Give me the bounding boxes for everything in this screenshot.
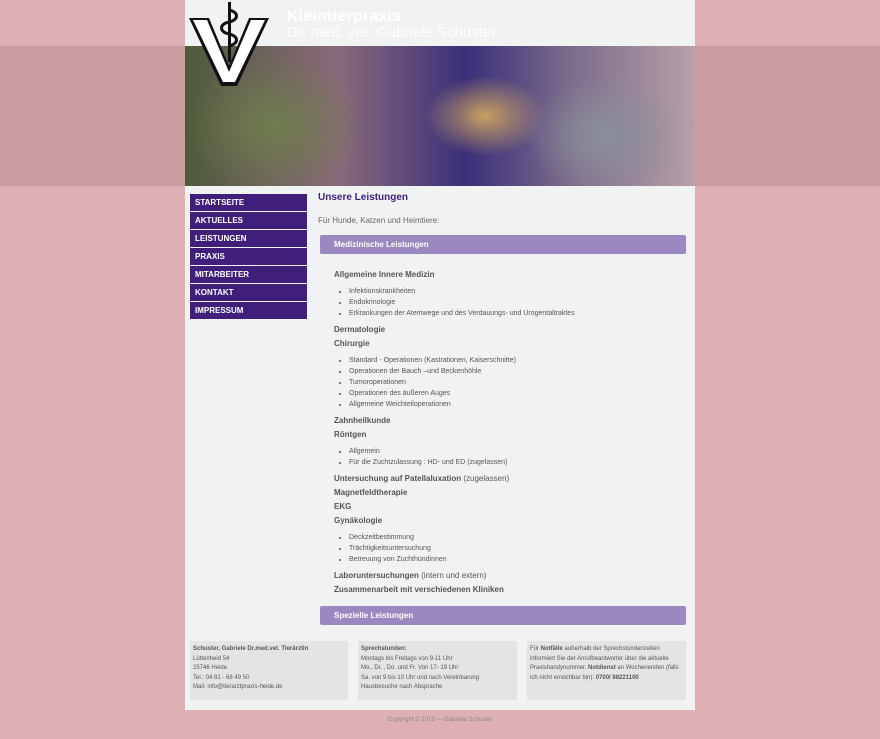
list-item: • Deckzeitbestimmung	[349, 532, 684, 543]
service-category-label: Laboruntersuchungen	[334, 571, 419, 580]
footer-emergency-phone: 0700/ 88221100	[595, 674, 639, 681]
footer-hours-line: Montags bis Freitags von 9-11 Uhr	[361, 655, 453, 662]
list-item: • Standard - Operationen (Kastrationen, Kaiserschnitte)	[349, 355, 684, 366]
list-item: • Endokrinologie	[349, 297, 684, 308]
list-item: • Trächtigkeitsuntersuchung	[349, 543, 684, 554]
page-title: Unsere Leistungen	[318, 192, 409, 203]
service-category: Chirurgie	[334, 339, 370, 348]
nav-leistungen[interactable]: LEISTUNGEN	[190, 230, 307, 247]
main-nav	[190, 194, 307, 320]
footer-emergency-text: außerhalb der Sprechstundenzeiten informiert Sie der Anrufbeantworter über die aktuelle Praxishandynummer.	[530, 646, 669, 671]
nav-impressum[interactable]: IMPRESSUM	[190, 302, 307, 319]
nav-aktuelles[interactable]: AKTUELLES	[190, 212, 307, 229]
service-category: Allgemeine Innere Medizin	[334, 270, 435, 279]
site-title: Kleintierpraxis	[287, 8, 402, 25]
service-category: EKG	[334, 502, 352, 511]
service-sublist	[334, 532, 684, 565]
footer-emergency-bold: Notfälle	[540, 646, 563, 652]
nav-praxis[interactable]: PRAXIS	[190, 248, 307, 265]
list-item: • Allgemeine Weichteiloperationen	[349, 399, 684, 410]
vet-logo[interactable]	[185, 0, 273, 90]
footer-hours	[358, 641, 517, 700]
footer-phone: Tel.: 04 81 - 68 49 50	[193, 674, 250, 681]
site-subtitle: Dr. med. vet. Gabriele Schuster	[287, 24, 497, 41]
service-category: Zahnheilkunde	[334, 416, 391, 425]
list-item: • Operationen des äußeren Auges	[349, 388, 684, 399]
section-medizinische-leistungen[interactable]: Medizinische Leistungen	[320, 235, 686, 254]
service-note: (zugelassen)	[461, 474, 510, 483]
copyright: Copyright © 2015 — Gabriele Schuster	[387, 717, 493, 723]
footer-email[interactable]: Mail: info@tierarztpraxis-heide.de	[193, 684, 283, 690]
services-list	[334, 268, 684, 597]
service-category: Dermatologie	[334, 325, 386, 334]
service-category-label: Untersuchung auf Patellaluxation	[334, 474, 462, 483]
list-item: • Erkrankungen der Atemwege und des Verdauungs- und Urogentaltraktes	[349, 308, 684, 319]
service-category: Magnetfeldtherapie	[334, 488, 408, 497]
footer-hours-title: Sprechstunden:	[361, 646, 407, 652]
service-sublist	[334, 446, 684, 468]
list-item: • Operationen der Bauch –und Beckenhöhle	[349, 366, 684, 377]
list-item: • Allgemein	[349, 446, 684, 457]
footer-hours-line: Sa. von 9 bis 10 Uhr und nach Vereinbarung	[361, 674, 480, 681]
service-sublist	[334, 286, 684, 319]
service-category	[334, 569, 684, 583]
list-item: • Infektionskrankheiten	[349, 286, 684, 297]
footer-emergency-text: an Wochenenden (falls ich nicht erreichbar bin):	[530, 665, 679, 681]
footer-emergency	[527, 641, 686, 700]
footer-city: 25746 Heide	[193, 665, 228, 671]
nav-startseite[interactable]: STARTSEITE	[190, 194, 307, 211]
service-note: (intern und extern)	[418, 571, 487, 580]
intro-text: Für Hunde, Katzen und Heimtiere:	[318, 216, 440, 225]
footer-hours-line: Mo., Di. , Do. und Fr. Von 17- 19 Uhr	[361, 665, 459, 671]
service-category: Gynäkologie	[334, 516, 383, 525]
footer-hours-line: Hausbesuche nach Absprache	[361, 684, 443, 690]
service-category: Zusammenarbeit mit verschiedenen Kliniken	[334, 585, 504, 594]
list-item: • Tumoroperationen	[349, 377, 684, 388]
nav-kontakt[interactable]: KONTAKT	[190, 284, 307, 301]
list-item: • Für die Zuchtzulassung : HD- und ED (zugelassen)	[349, 457, 684, 468]
service-category: Röntgen	[334, 430, 367, 439]
service-category	[334, 472, 684, 486]
nav-mitarbeiter[interactable]: MITARBEITER	[190, 266, 307, 283]
footer-address	[190, 641, 348, 700]
list-item: • Betreuung von Zuchthündinnen	[349, 554, 684, 565]
section-spezielle-leistungen[interactable]: Spezielle Leistungen	[320, 606, 686, 625]
footer-name: Schuster, Gabriele Dr.med.vet. Tierärztin	[193, 646, 309, 652]
site-header	[185, 0, 695, 186]
footer-emergency-text: Für	[530, 646, 541, 652]
footer-street: Lüttenheid 54	[193, 655, 230, 662]
footer-emergency-bold: Notdienst	[588, 665, 616, 671]
service-sublist	[334, 355, 684, 410]
